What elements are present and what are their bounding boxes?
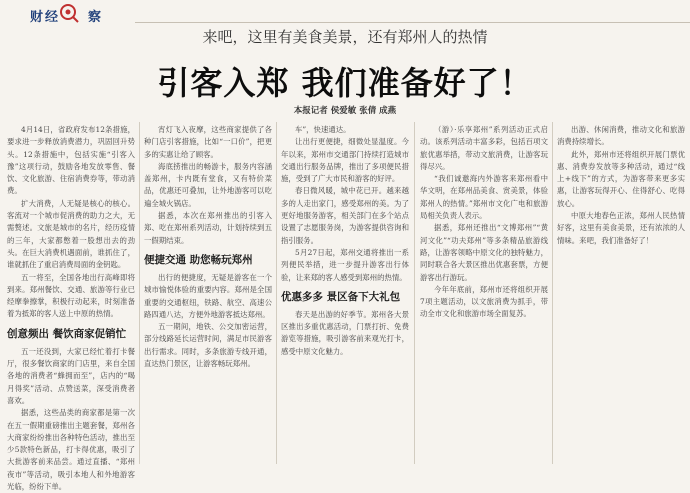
column-divider [139, 122, 140, 464]
section-name-left: 财经 [30, 10, 61, 25]
paragraph: 今年年底前，郑州市还将组织开展7项主题活动，以文旅消费为抓手，带动全市文化和旅游市场全面复苏。 [420, 284, 548, 319]
paragraph: 让出行更便捷，细微处显温度。今年以来，郑州市交通部门持续打造城市交通出行服务品牌，推出了多项便民措施，受到了广大市民和游客的好评。 [281, 137, 409, 184]
column-2 [144, 124, 272, 464]
paragraph: 车”，快速通达。 [295, 125, 351, 134]
paragraph: 据悉，郑州还推出“文博郑州”“黄河文化”“功夫郑州”等多条精品旅游线路，让游客领略中原文化的独特魅力，同时联合各大景区推出优惠套票，方便游客出行游玩。 [420, 223, 548, 282]
paragraph: 扩大消费，人无疑是核心的核心。客流对一个城市促消费的助力之大，无需赘述。文旅是城市的名片，经历疫情的三年，大家都憋着一股想出去的劲头。在巨大消费机遇面前，谁抓住了，谁就抓住了重启消费局面的金钥匙。 [7, 198, 135, 270]
section-heading: 优惠多多 景区备下大礼包 [281, 290, 401, 303]
column-divider [552, 122, 553, 464]
column-5 [557, 124, 685, 464]
paragraph: 宵灯飞入夜摩，这些商家提供了各种门店引客措施，比如“一口价”，把更多的实惠让给了顾客。 [144, 125, 272, 159]
article-byline: 本报记者 侯爱敏 张倩 成燕 [293, 106, 397, 116]
paragraph: 据悉，这些品类的商家都是第一次在五一假期重磅推出主题套餐，郑州各大商家纷纷推出各种特色活动，推出至少5款特色新品，打卡得优惠，吸引了大批游客前来品尝。通过直播、“郑州夜市”等活动，吸引本地人和外地游客光临，纷纷下单。 [7, 408, 135, 492]
column-4 [420, 124, 548, 464]
paragraph: 春天是出游的好季节。郑州各大景区推出多重优惠活动，门票打折、免费游览等措施，吸引游客前来观光打卡，感受中原文化魅力。 [281, 309, 409, 356]
column-divider [414, 122, 415, 464]
paragraph: 据悉，本次在郑州推出的引客入郑、吃在郑州系列活动，计划持续到五一假期结束。 [144, 211, 272, 245]
section-name-right: 察 [88, 10, 104, 25]
paragraph: “我们诚邀海内外游客来郑州看中华文明，在郑州品美食、赏美景，体验郑州人的热情。”郑州市文化广电和旅游局相关负责人表示。 [420, 174, 548, 221]
paragraph: 五一将至，全国各地出行高峰即将到来。郑州餐饮、交通、旅游等行业已经摩拳擦掌，积极行动起来，时刻准备着为抵郑的客人送上中原的热情。 [7, 272, 135, 319]
paragraph: 中原大地春色正浓，郑州人民热情好客，这里有美食美景，还有浓浓的人情味。来吧，我们准备好了！ [557, 211, 685, 245]
paragraph: （游）·乐享郑州”系列活动正式启动。该系列活动丰富多彩，包括百项文旅优惠举措，带动文旅消费，让游客玩得尽兴。 [420, 125, 548, 171]
article-headline: 引客入郑 我们准备好了！ [157, 64, 533, 102]
section-heading: 便捷交通 助您畅玩郑州 [144, 253, 253, 266]
masthead-rule [135, 22, 690, 23]
paragraph: 春日微风暖，城中花已开。越来越多的人走出家门，感受郑州的美。为了更好地服务游客，相关部门在多个站点设置了志愿服务岗，为游客提供咨询和指引服务。 [281, 186, 409, 245]
paragraph: 五一还没到，大家已经忙着打卡餐厅，很多餐饮商家的门店里，来自全国各地的消费者“蜂拥而至”，店内的“喝月得奖”活动、点赞送菜，深受消费者喜欢。 [7, 346, 135, 405]
column-1 [7, 124, 135, 492]
magnifier-eye-icon [58, 2, 80, 24]
paragraph: 出行的便捷度，无疑是游客在一个城市愉悦体验的重要内容。郑州是全国重要的交通枢纽，铁路、航空、高速公路四通八达，方便外地游客抵达郑州。 [144, 272, 272, 319]
column-3 [281, 124, 409, 464]
paragraph: 海底捞推出的畅游卡，服务内容涵盖郑州，卡内既有堂食，又有特价菜品，优惠还可叠加，让外地游客可以吃遍全城火锅店。 [144, 161, 272, 208]
paragraph: 4月14日，省政府发布12条措施，要求进一步释放消费潜力，巩固回升势头。12条措施中，包括实施“引客入豫”这项行动，鼓励各地发放零售、餐饮、文化旅游、住宿消费券等，带动消费。 [7, 125, 135, 196]
article-subtitle: 来吧，这里有美食美景，还有郑州人的热情 [202, 28, 488, 46]
paragraph: 此外，郑州市还将组织开展门票优惠、消费券发放等多种活动，通过“线上+线下”的方式，为游客带来更多实惠，让游客玩得开心、住得舒心、吃得放心。 [557, 149, 685, 208]
column-divider [276, 122, 277, 464]
paragraph: 5月27日起，郑州交通将推出一系列便民举措，进一步提升游客出行体验，让来郑的客人感受到郑州的热情。 [281, 247, 409, 282]
section-heading: 创意频出 餐饮商家促销忙 [7, 327, 127, 340]
paragraph: 五一期间，地铁、公交加密运营，部分线路延长运营时间，满足市民游客出行需求。同时，多条旅游专线开通，直达热门景区，让游客畅玩郑州。 [144, 322, 272, 369]
paragraph: 出游、休闲消费，推动文化和旅游消费持续增长。 [557, 125, 685, 147]
